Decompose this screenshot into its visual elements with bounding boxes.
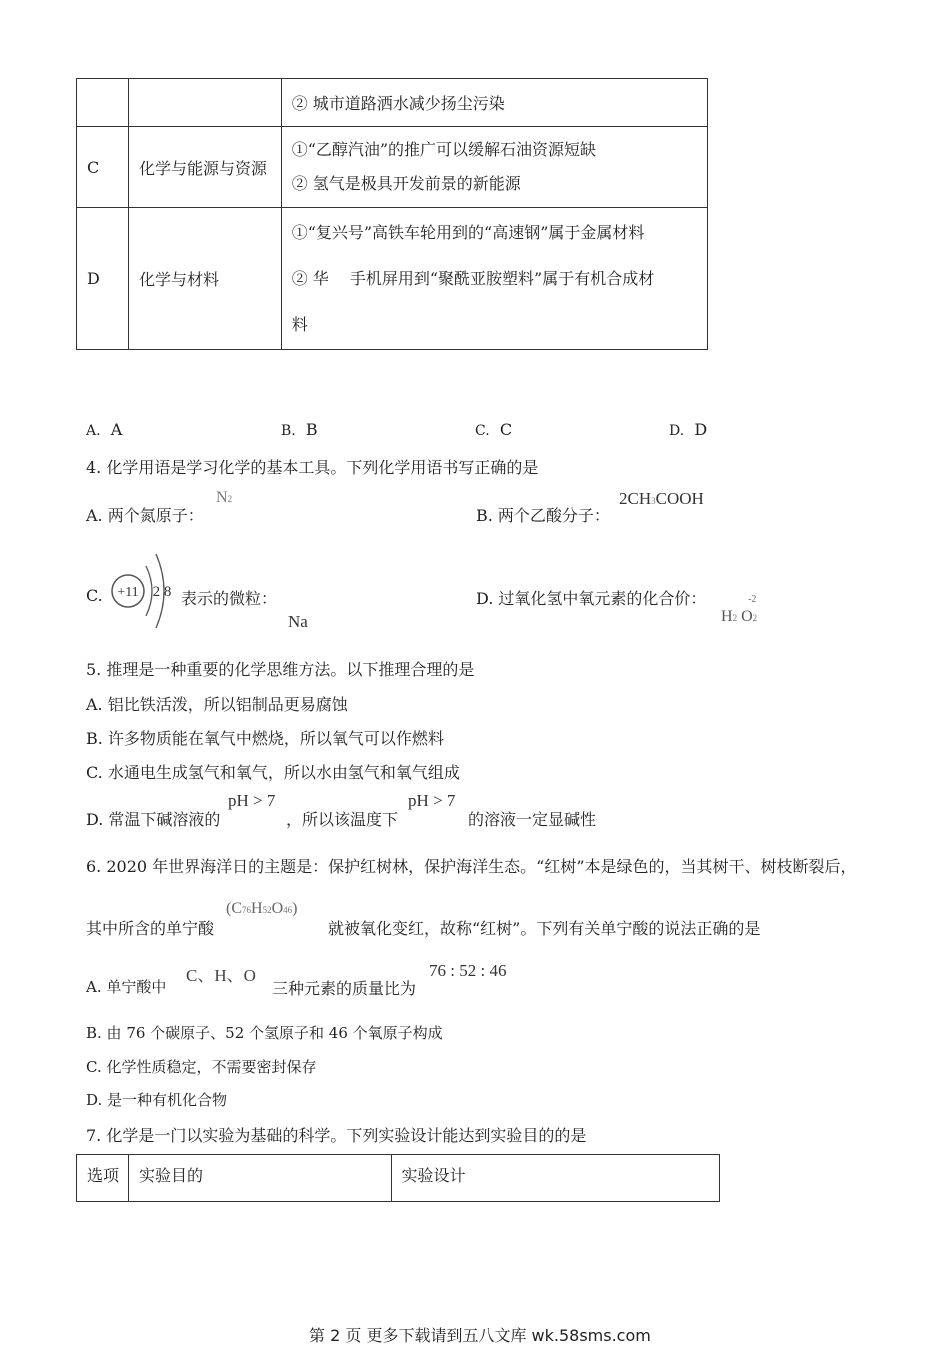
- q4-option-d: D. 过氧化氢中氧元素的化合价：: [476, 589, 707, 608]
- list-item: 料: [291, 314, 308, 334]
- q5-option-d-part2: ，所以该温度下: [286, 810, 399, 829]
- column-header: 实验设计: [391, 1155, 719, 1202]
- q4-option-a: A. 两个氮原子：: [86, 506, 204, 525]
- q4-option-c-text: 表示的微粒：: [181, 589, 278, 608]
- choice-b: [281, 420, 318, 439]
- question-6-stem-line1: 6. 2020 年世界海洋日的主题是：保护红树林，保护海洋生态。“红树”本是绿色的，当其树干、树枝断裂后，: [86, 857, 857, 876]
- formula-symbol: O: [741, 608, 753, 625]
- choice-c: [475, 420, 512, 439]
- q4-option-b: B. 两个乙酸分子：: [476, 506, 610, 525]
- list-item: ② 氢气是极具开发前景的新能源: [291, 174, 521, 193]
- question-4-stem: 4. 化学用语是学习化学的基本工具。下列化学用语书写正确的是: [86, 458, 539, 477]
- ph-expression: pH > 7: [228, 791, 276, 810]
- option-cell: [77, 79, 129, 127]
- formula-part: COOH: [655, 489, 704, 508]
- mass-ratio: 76 : 52 : 46: [429, 961, 507, 980]
- question-6-stem-line2b: 就被氧化变红，故称“红树”。下列有关单宁酸的说法正确的是: [328, 919, 761, 938]
- list-item: ② 华 手机屏用到“聚酰亚胺塑料”属于有机合成材: [291, 268, 655, 288]
- q5-option-d-part3: 的溶液一定显碱性: [468, 810, 597, 829]
- table-environment-energy-materials: [76, 78, 708, 350]
- electron-counts: 2 8: [152, 584, 172, 600]
- formula-subscript: 52: [262, 905, 272, 915]
- choice-text: B: [305, 420, 318, 439]
- choice-label: B.: [281, 423, 296, 439]
- q5-option-c: C. 水通电生成氢气和氧气，所以水由氢气和氧气组成: [86, 763, 460, 782]
- paren: (: [226, 900, 232, 917]
- paren: ): [292, 900, 298, 917]
- experiment-table: [76, 1154, 720, 1202]
- table-row: [77, 208, 708, 350]
- table-row: [77, 127, 708, 208]
- sodium-ion-structure-diagram: [106, 544, 182, 634]
- list-item: ①“乙醇汽油”的推广可以缓解石油资源短缺: [291, 140, 597, 159]
- choice-text: C: [499, 420, 513, 439]
- q6-option-a-part2: 三种元素的质量比为: [272, 979, 417, 998]
- column-header: 实验目的: [128, 1155, 391, 1202]
- q6-option-a-part1: A. 单宁酸中: [86, 978, 167, 996]
- choice-label: D.: [669, 423, 685, 439]
- page-footer: 第 2 页 更多下载请到五八文库 wk.58sms.com: [309, 1326, 651, 1345]
- q4-d-formula: [721, 608, 757, 626]
- tannic-acid-formula: [226, 900, 297, 918]
- formula-subscript: 46: [283, 905, 293, 915]
- q5-option-b: B. 许多物质能在氧气中燃烧，所以氧气可以作燃料: [86, 729, 444, 748]
- valence-mark: -2: [748, 594, 757, 605]
- option-cell: C: [77, 127, 129, 208]
- table-row: [77, 79, 708, 127]
- list-item: ② 城市道路洒水减少扬尘污染: [291, 94, 505, 113]
- list-item: ①“复兴号”高铁车轮用到的“高速钢”属于金属材料: [291, 222, 645, 242]
- items-cell: [281, 208, 707, 350]
- q4-option-c-answer: Na: [288, 612, 308, 631]
- choice-text: A: [110, 420, 123, 439]
- choice-a: [86, 420, 122, 439]
- q6-option-d: D. 是一种有机化合物: [86, 1091, 228, 1109]
- category-cell: 化学与能源与资源: [128, 127, 281, 208]
- choice-d: [669, 420, 707, 439]
- q5-option-d-part1: D. 常温下碱溶液的: [86, 810, 221, 829]
- choice-text: D: [694, 420, 708, 439]
- q6-option-c: C. 化学性质稳定，不需要密封保存: [86, 1058, 317, 1076]
- formula-symbol: H: [251, 900, 263, 917]
- formula-subscript: 2: [732, 613, 738, 623]
- ph-expression: pH > 7: [408, 791, 456, 810]
- choice-label: C.: [475, 423, 490, 439]
- question-7-stem: 7. 化学是一门以实验为基础的科学。下列实验设计能达到实验目的的是: [86, 1126, 587, 1145]
- question-6-stem-line2a: 其中所含的单宁酸: [86, 919, 215, 938]
- electron-shell-1: [146, 566, 152, 616]
- option-cell: D: [77, 208, 129, 350]
- formula-symbol: H: [721, 608, 733, 625]
- choice-label: A.: [86, 423, 101, 439]
- formula-symbol: C: [231, 900, 242, 917]
- q6-option-b: B. 由 76 个碳原子、52 个氢原子和 46 个氧原子构成: [86, 1024, 443, 1042]
- elements-expression: C、H、O: [186, 966, 256, 985]
- nucleus-charge: +11: [117, 585, 139, 600]
- formula-symbol: N: [216, 489, 228, 506]
- table-header-row: [77, 1155, 720, 1202]
- items-cell: [281, 127, 707, 208]
- items-cell: [281, 79, 707, 127]
- question-5-stem: 5. 推理是一种重要的化学思维方法。以下推理合理的是: [86, 660, 475, 679]
- category-cell: 化学与材料: [128, 208, 281, 350]
- formula-subscript: 76: [242, 905, 251, 915]
- formula-subscript: 2: [227, 494, 233, 504]
- category-cell: [128, 79, 281, 127]
- column-header: 选项: [77, 1155, 129, 1202]
- formula-subscript: 2: [752, 613, 758, 623]
- formula-symbol: O: [271, 900, 284, 917]
- q4-b-formula: [619, 489, 704, 509]
- q4-a-formula: [216, 489, 232, 507]
- formula-subscript: 3: [651, 496, 656, 506]
- q5-option-a: A. 铝比铁活泼，所以铝制品更易腐蚀: [86, 695, 348, 714]
- q4-option-c-label: C.: [86, 586, 103, 605]
- formula-part: 2CH: [619, 489, 652, 508]
